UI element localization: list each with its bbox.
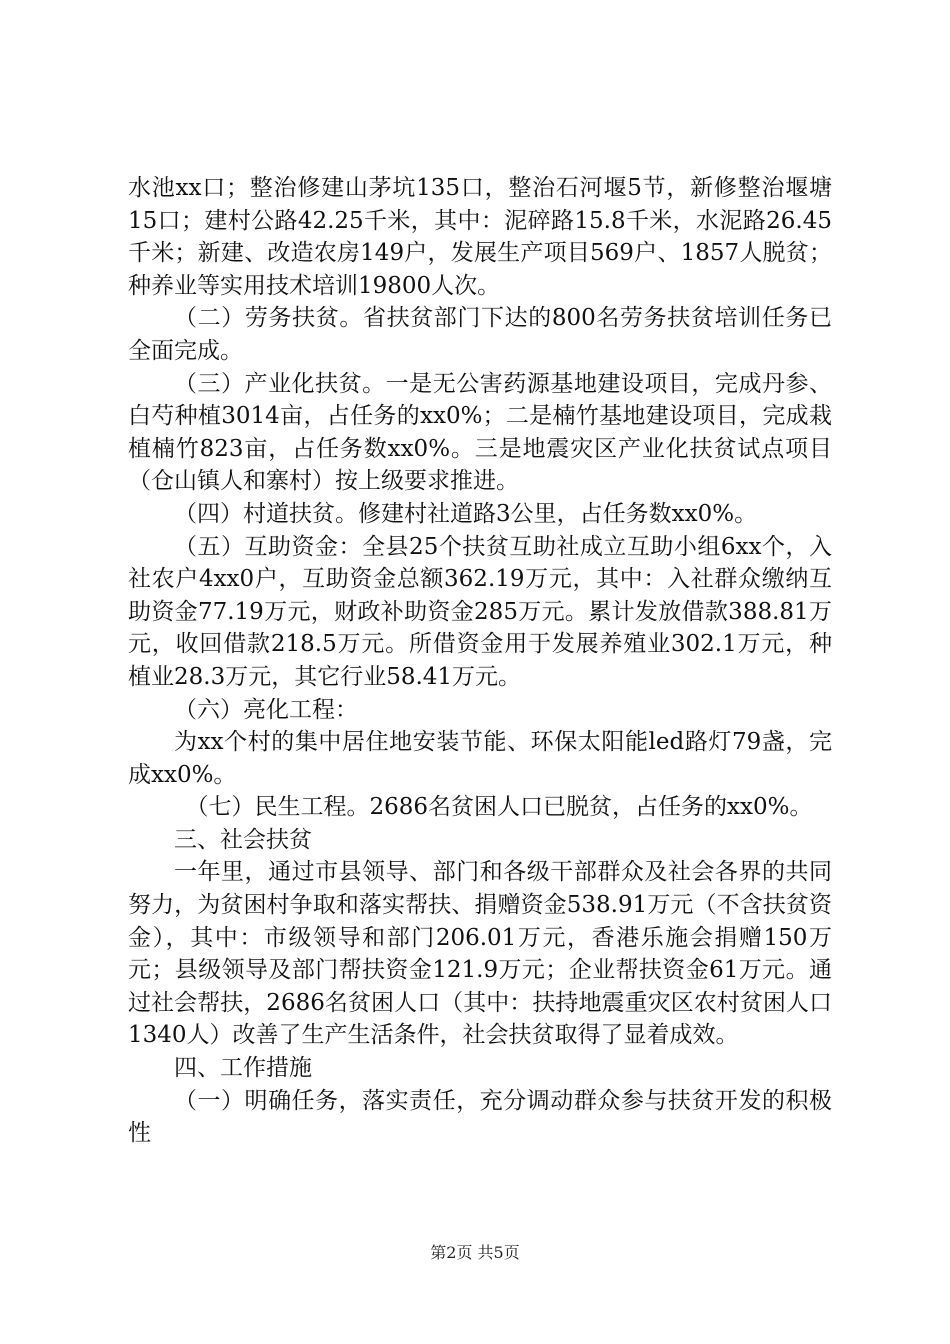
paragraph-social-poverty-relief: 一年里，通过市县领导、部门和各级干部群众及社会各界的共同努力，为贫困村争取和落实帮扶、捐赠资金538.91万元（不含扶贫资金），其中：市级领导和部门206.01万元，香港乐施会捐赠150万元；县级领导及部门帮扶资金121.9万元；企业帮扶资金61万元。通过社会帮扶，2686名贫困人口（其中：扶持地震重灾区农村贫困人口1340人）改善了生产生活条件，社会扶贫取得了显着成效。 <box>128 859 832 1049</box>
paragraph-continuation: 水池xx口；整治修建山茅坑135口，整治石河堰5节，新修整治堰塘15口；建村公路42.25千米，其中：泥碎路15.8千米，水泥路26.45千米；新建、改造农房149户，发展生产项目569户、1857人脱贫；种养业等实用技术培训19800人次。 <box>128 175 832 299</box>
section-heading-work-measures: 四、工作措施 <box>174 1055 312 1082</box>
paragraph-lighting-project-heading: （六）亮化工程： <box>174 696 358 723</box>
paragraph-clarify-tasks: （一）明确任务，落实责任，充分调动群众参与扶贫开发的积极性 <box>128 1087 832 1147</box>
paragraph-mutual-aid-fund: （五）互助资金：全县25个扶贫互助社成立互助小组6xx个，入社农户4xx0户，互助资金总额362.19万元，其中：入社群众缴纳互助资金77.19万元，财政补助资金285万元。累计发放借款388.81万元，收回借款218.5万元。所借资金用于发展养殖业302.1万元，种植业28.3万元，其它行业58.41万元。 <box>128 533 832 690</box>
document-body <box>128 172 832 1150</box>
paragraph-village-road: （四）村道扶贫。修建村社道路3公里，占任务数xx0%。 <box>174 500 758 527</box>
paragraph-industrial-poverty-relief: （三）产业化扶贫。一是无公害药源基地建设项目，完成丹参、白芍种植3014亩，占任务的xx0%；二是楠竹基地建设项目，完成栽植楠竹823亩，占任务数xx0%。三是地震灾区产业化扶贫试点项目（仓山镇人和寨村）按上级要求推进。 <box>128 370 832 495</box>
page-number-footer: 第2页 共5页 <box>430 1243 520 1262</box>
paragraph-labor-poverty-relief: （二）劳务扶贫。省扶贫部门下达的800名劳务扶贫培训任务已全面完成。 <box>128 305 832 364</box>
paragraph-livelihood-project: （七）民生工程。2686名贫困人口已脱贫，占任务的xx0%。 <box>185 794 813 821</box>
paragraph-lighting-project: 为xx个村的集中居住地安装节能、环保太阳能led路灯79盏，完成xx0%。 <box>128 729 832 788</box>
section-heading-social-poverty-relief: 三、社会扶贫 <box>174 826 312 853</box>
